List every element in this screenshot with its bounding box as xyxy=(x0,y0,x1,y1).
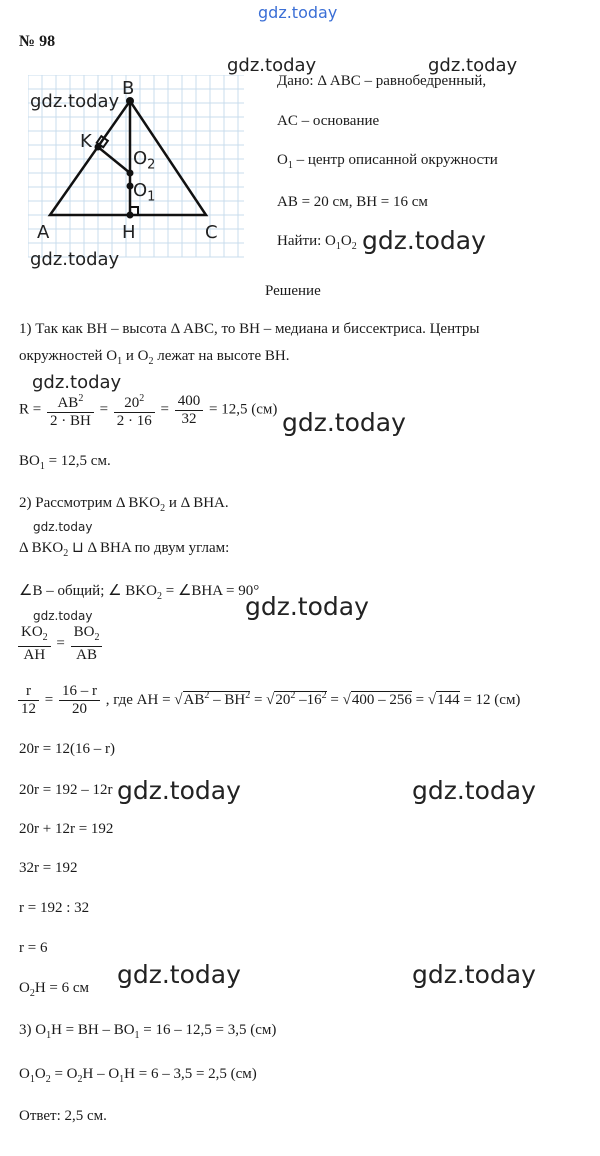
r-proportion-line: $\frac{r}{12}$ = $\frac{16 - r}{20}$ , где AH = $√AB^2 - BH^2 = √20^2$ $-16^2 = √400 - 256 = √144 = 12$ (см) xyxy=(16,683,520,718)
answer-line: Ответ: 2,5 см. xyxy=(19,1108,107,1124)
point-h xyxy=(127,212,134,219)
step1-text-b: окружностей $O_1$ и $O_2$ лежат на высоте BH. xyxy=(19,348,290,367)
watermark: gdz.today xyxy=(428,55,518,76)
problem-number: № 98 xyxy=(19,33,56,50)
given-line-1: Дано: Δ ABC – равнобедренный, xyxy=(277,73,487,89)
step2-line1: 2) Рассмотрим Δ $BKO_2$ и Δ BHA. xyxy=(19,495,229,514)
equation-4: 32r = 192 xyxy=(19,860,78,876)
triangle-abc xyxy=(50,101,206,215)
watermark: gdz.today xyxy=(30,91,120,112)
watermark: gdz.today xyxy=(33,520,93,534)
label-a: A xyxy=(37,222,50,243)
label-c: C xyxy=(205,222,218,243)
solution-heading: Решение xyxy=(265,283,321,299)
watermark: gdz.today xyxy=(117,776,241,805)
watermark: gdz.today xyxy=(245,592,369,621)
step3-line2: $O_1O_2 = O_2H - O_1H = 6 - 3,5 = 2,5$ (см) xyxy=(19,1066,257,1085)
angles-line: ∠B – общий; ∠ $BKO_2$ = ∠BHA = 90° xyxy=(19,583,260,602)
equation-2: 20r = 192 – 12r xyxy=(19,782,113,798)
equation-5: r = 192 : 32 xyxy=(19,900,90,916)
equation-3: 20r + 12r = 192 xyxy=(19,821,114,837)
label-h: H xyxy=(122,222,136,243)
watermark: gdz.today xyxy=(117,960,241,989)
step3-line1: 3) $O_1H$ = BH – $BO_1 = 16 - 12,5 = 3,5$ (см) xyxy=(19,1022,277,1041)
watermark: gdz.today xyxy=(362,226,486,255)
label-o2: $O_2$ xyxy=(133,148,156,173)
equation-1: 20r = 12(16 – r) xyxy=(19,741,115,757)
watermark: gdz.today xyxy=(227,55,317,76)
o2h-line: $O_2H = 6$ см xyxy=(19,980,90,999)
watermark: gdz.today xyxy=(282,408,406,437)
equation-6: r = 6 xyxy=(19,940,48,956)
watermark: gdz.today xyxy=(30,249,120,270)
label-k: K xyxy=(80,131,92,152)
step2-line2: Δ $BKO_2$ ⊔ Δ BHA по двум углам: xyxy=(19,540,230,559)
watermark: gdz.today xyxy=(412,960,536,989)
point-k xyxy=(95,144,102,151)
label-b: B xyxy=(122,78,135,99)
given-line-3: $O_1$ – центр описанной окружности xyxy=(277,152,498,171)
given-line-4: AB = 20 см, BH = 16 см xyxy=(277,194,428,210)
given-line-2: AC – основание xyxy=(277,113,380,129)
step1-text-a: 1) Так как BH – высота Δ ABC, то BH – медиана и биссектриса. Центры xyxy=(19,321,480,337)
find-line: Найти: $O_1O_2$ xyxy=(277,233,357,252)
top-watermark: gdz.today xyxy=(258,3,338,22)
bo1-line: $BO_1 = 12,5$ см. xyxy=(19,453,111,472)
ratio-line: $\frac{KO_2}{AH}$ = $\frac{BO_2}{AB}$ xyxy=(16,624,104,664)
label-o1: $O_1$ xyxy=(133,180,156,205)
formula-r: R = $\frac{AB^2}{2 \cdot BH}$ = $\frac{20^2}{2 \cdot 16}$ = $\frac{400}{32}$ = 12,5 (см) xyxy=(19,390,277,430)
watermark: gdz.today xyxy=(32,372,122,393)
watermark: gdz.today xyxy=(33,609,93,623)
watermark: gdz.today xyxy=(412,776,536,805)
segment-ko2 xyxy=(98,147,130,173)
